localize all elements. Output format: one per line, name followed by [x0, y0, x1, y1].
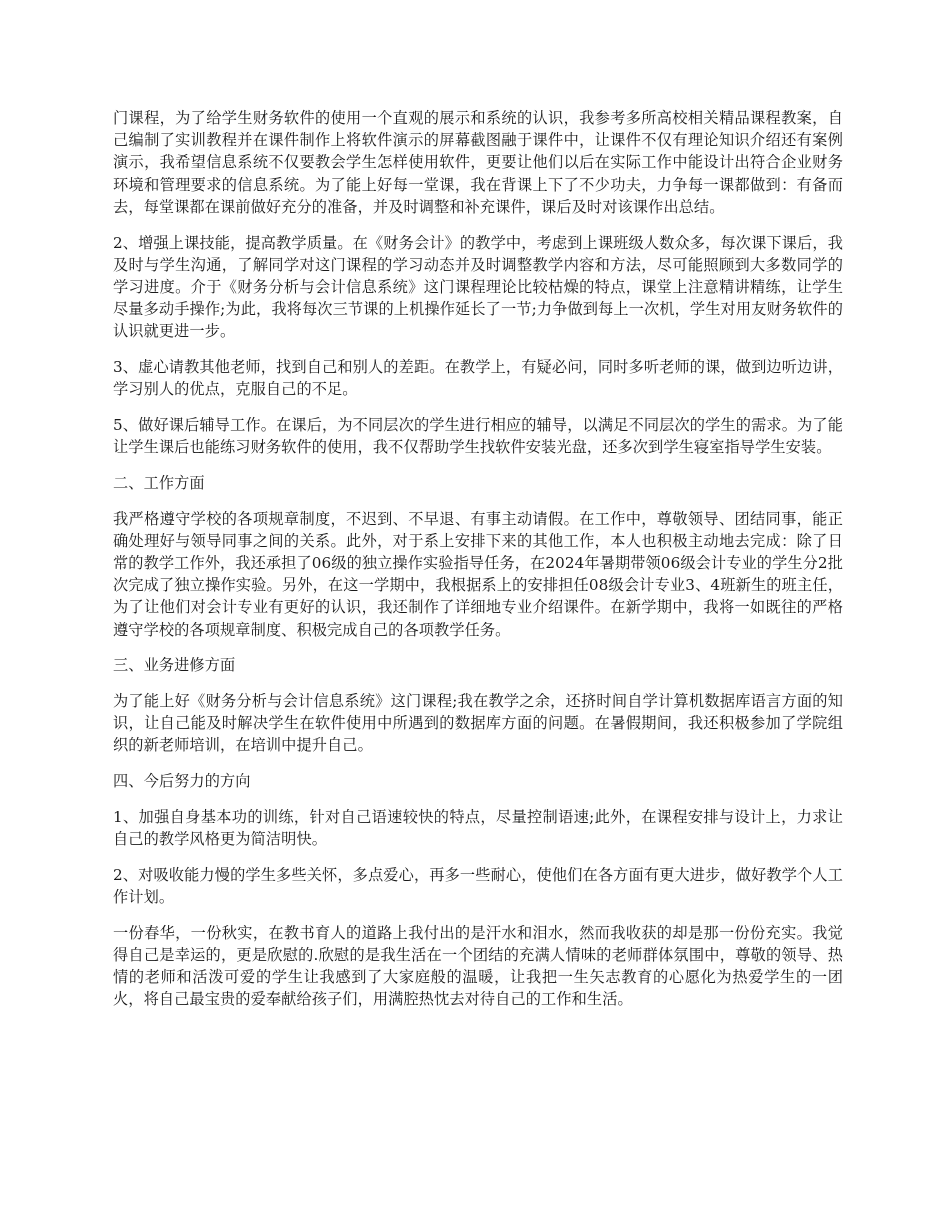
paragraph-after-class-tutoring: 5、做好课后辅导工作。在课后，为不同层次的学生进行相应的辅导，以满足不同层次的学生的需求。为了能让学生课后也能练习财务软件的使用，我不仅帮助学生找软件安装光盘，还多次到学生寝室指导学生安装。: [113, 415, 843, 457]
paragraph-teaching-skills: 2、增强上课技能，提高教学质量。在《财务会计》的教学中，考虑到上课班级人数众多，每次课下课后，我及时与学生沟通，了解同学对这门课程的学习动态并及时调整教学内容和方法，尽可能照顾到大多数同学的学习进度。介于《财务分析与会计信息系统》这门课程理论比较枯燥的特点，课堂上注意精讲精练，让学生尽量多动手操作;为此，我将每次三节课的上机操作延长了一节;力争做到每上一次机，学生对用友财务软件的认识就更进一步。: [113, 233, 843, 341]
paragraph-course-intro: 门课程，为了给学生财务软件的使用一个直观的展示和系统的认识，我参考多所高校相关精品课程教案，自己编制了实训教程并在课件制作上将软件演示的屏幕截图融于课件中，让课件不仅有理论知识介绍还有案例演示，我希望信息系统不仅要教会学生怎样使用软件，更要让他们以后在实际工作中能设计出符合企业财务环境和管理要求的信息系统。为了能上好每一堂课，我在背课上下了不少功夫，力争每一课都做到：有备而去，每堂课都在课前做好充分的准备，并及时调整和补充课件，课后及时对该课作出总结。: [113, 109, 843, 216]
paragraph-conclusion: 一份春华，一份秋实，在教书育人的道路上我付出的是汗水和泪水，然而我收获的却是那一份份充实。我觉得自己是幸运的，更是欣慰的.欣慰的是我生活在一个团结的充满人情味的老师群体氛围中，尊敬的领导、热情的老师和活泼可爱的学生让我感到了大家庭般的温暖，让我把一生矢志教育的心愿化为热爱学生的一团火，将自己最宝贵的爱奉献给孩子们，用满腔热忱去对待自己的工作和生活。: [113, 923, 843, 1009]
paragraph-future-1: 1、加强自身基本功的训练，针对自己语速较快的特点，尽量控制语速;此外，在课程安排与设计上，力求让自己的教学风格更为简洁明快。: [113, 807, 843, 848]
document-page: [113, 107, 843, 1024]
heading-professional-development: 三、业务进修方面: [113, 656, 236, 675]
paragraph-work: 我严格遵守学校的各项规章制度，不迟到、不早退、有事主动请假。在工作中，尊敬领导、团结同事，能正确处理好与领导同事之间的关系。此外，对于系上安排下来的其他工作，本人也积极主动地去完成：除了日常的教学工作外，我还承担了06级的独立操作实验指导任务，在2024年暑期带领06级会计专业的学生分2批次完成了独立操作实验。另外，在这一学期中，我根据系上的安排担任08级会计专业3、4班新生的班主任，为了让他们对会计专业有更好的认识，我还制作了详细地专业介绍课件。在新学期中，我将一如既往的严格遵守学校的各项规章制度、积极完成自己的各项教学任务。: [113, 509, 843, 639]
paragraph-consult-teachers: 3、虚心请教其他老师，找到自己和别人的差距。在教学上，有疑必问，同时多听老师的课，做到边听边讲，学习别人的优点，克服自己的不足。: [113, 358, 843, 399]
paragraph-future-2: 2、对吸收能力慢的学生多些关怀，多点爱心，再多一些耐心，使他们在各方面有更大进步，做好教学个人工作计划。: [113, 865, 843, 906]
heading-future-direction: 四、今后努力的方向: [113, 772, 251, 791]
heading-work: 二、工作方面: [113, 473, 205, 492]
paragraph-professional-development: 为了能上好《财务分析与会计信息系统》这门课程;我在教学之余，还挤时间自学计算机数据库语言方面的知识，让自己能及时解决学生在软件使用中所遇到的数据库方面的问题。在暑假期间，我还积极参加了学院组织的新老师培训，在培训中提升自己。: [113, 691, 843, 755]
